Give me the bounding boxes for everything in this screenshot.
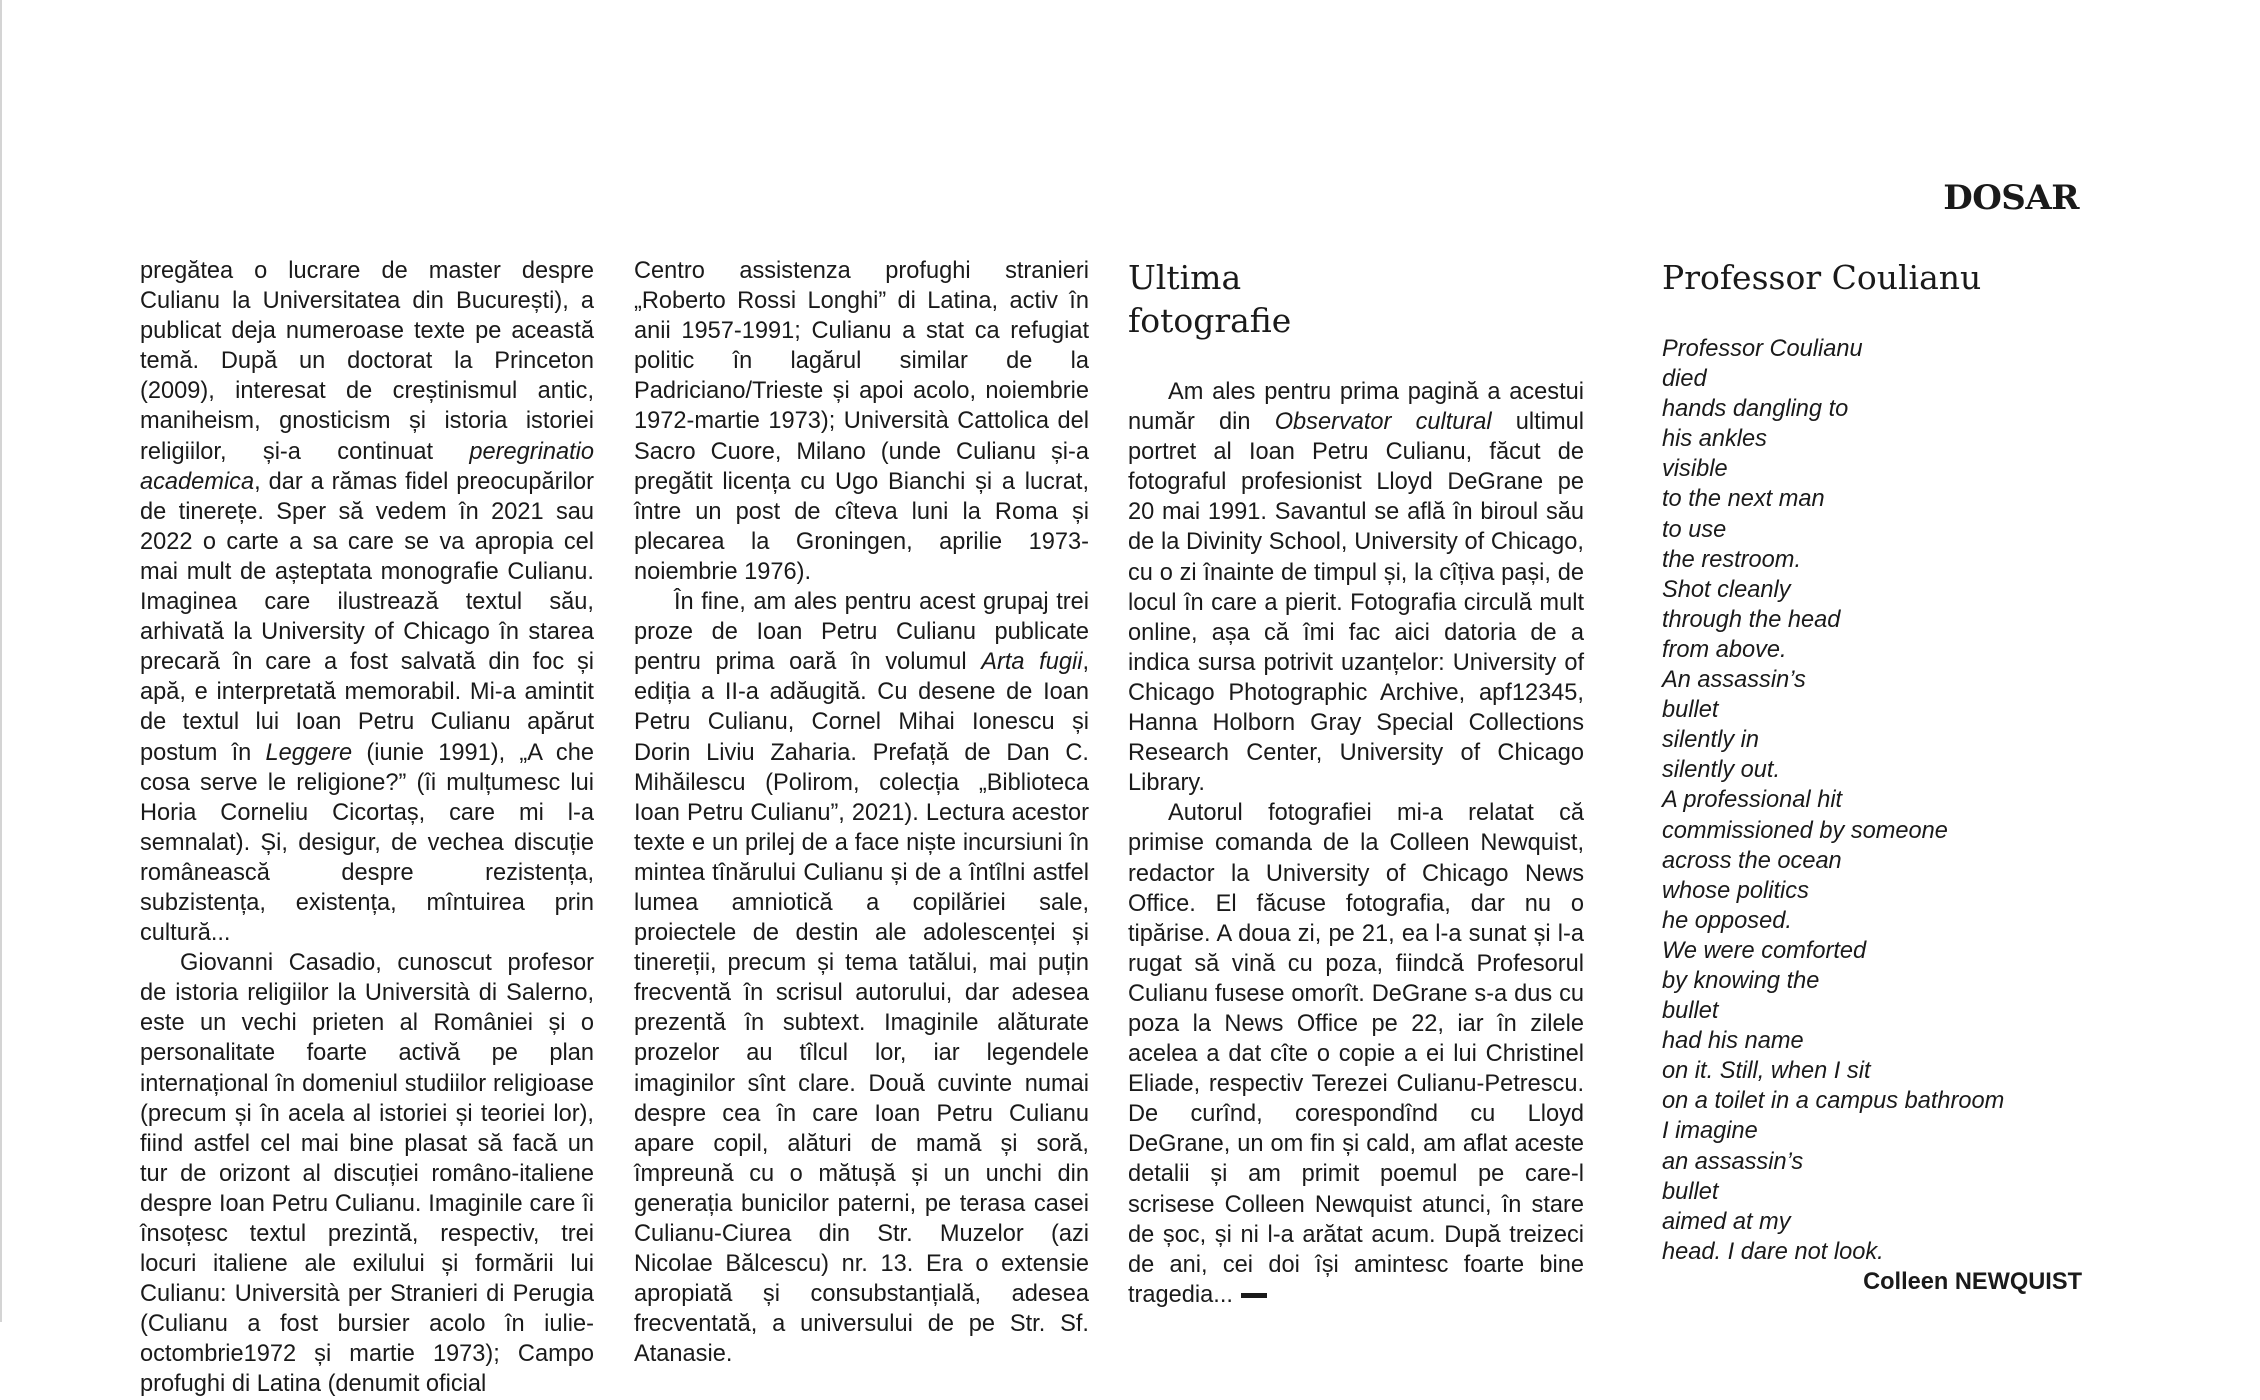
paragraph xyxy=(634,587,1089,1369)
paragraph xyxy=(1128,377,1584,798)
poem-line: silently in xyxy=(1662,727,1760,754)
poem-line: bullet xyxy=(1662,1178,1719,1205)
poem-line: on it. Still, when I sit xyxy=(1662,1058,1871,1085)
text-run: (iunie 1991), „A che cosa serve le religione?” (îi mulțumesc lui Horia Corneliu Cicortaș, care mi l-a semnalat). Și, desigur, de vechea discuție românească despre rezistența, subzistența, existența, mîntuirea prin cultură... xyxy=(140,739,594,947)
italic-title: Leggere xyxy=(265,739,353,766)
poem-line: A professional hit xyxy=(1662,787,1843,814)
poem-line: his ankles xyxy=(1662,426,1767,453)
poem-line: Shot cleanly xyxy=(1662,576,1791,603)
text-run: , dar a rămas fidel preocupărilor de tinerețe. Sper să vedem în 2021 sau 2022 o carte a sa care se va apropia cel mai mult de așteptata monografie Culianu. Imaginea care ilustrează textul său, arhivată la University of Chicago în starea precară în care a fost salvată din foc și apă, e interpretată memorabil. Mi-a amintit de textul lui Ioan Petru Culianu apărut postum în xyxy=(140,468,594,766)
poem-line: by knowing the xyxy=(1662,967,1820,994)
poem-line: died xyxy=(1662,366,1707,393)
text-run: pregătea o lucrare de master despre Culianu la Universitatea din București), a publicat deja numeroase texte pe această temă. După un doctorat la Princeton (2009), interesat de creștinismul antic, maniheism, gnosticism și istoria istoriei religiilor, și-a continuat xyxy=(140,258,594,465)
poem-byline: Colleen NEWQUIST xyxy=(1863,1268,2082,1295)
paragraph xyxy=(140,256,594,948)
poem-line: had his name xyxy=(1662,1028,1804,1055)
poem-line: silently out. xyxy=(1662,757,1781,784)
text-run: În fine, am ales pentru acest grupaj trei proze de Ioan Petru Culianu publicate pentru prima oară în volumul xyxy=(634,589,1089,676)
poem-line: he opposed. xyxy=(1662,907,1792,934)
poem-title: Professor Coulianu xyxy=(1662,258,1982,297)
poem-line: whose politics xyxy=(1662,877,1809,904)
poem-line: aimed at my xyxy=(1662,1208,1791,1235)
italic-title: Arta fugii xyxy=(981,649,1083,676)
poem-line: an assassin’s xyxy=(1662,1148,1804,1175)
poem-line: to use xyxy=(1662,516,1727,543)
text-run: Am ales pentru prima pagină a acestui număr din xyxy=(1128,379,1584,436)
article-heading xyxy=(1128,256,1584,342)
poem-line: commissioned by someone xyxy=(1662,817,1948,844)
section-label: DOSAR xyxy=(1943,178,2079,218)
italic-term: peregrinatio academica xyxy=(140,438,594,495)
paragraph xyxy=(1128,798,1584,1310)
text-run: Autorul fotografiei mi-a relatat că primise comanda de la Colleen Newquist, redactor la University of Chicago News Office. El făcuse fotografia, dar nu o tipărise. A doua zi, pe 21, ea l-a sunat și l-a rugat să vină cu poza, fiindcă Profesorul Culianu fusese omorît. DeGrane s-a dus cu poza la News Office pe 22, iar în zilele acelea a dat cîte o copie a ei lui Christinel Eliade, respectiv Terezei Culianu-Petrescu. De curînd, corespondînd cu Lloyd DeGrane, un om fin și cald, am aflat aceste detalii și am primit poemul pe care-l scrisese Colleen Newquist atunci, în stare de șoc, și ni l-a arătat acum. După treizeci de ani, cei doi își amintesc foarte bine tragedia... xyxy=(1128,800,1584,1308)
article-column-2 xyxy=(634,256,1089,1369)
text-run: , ediția a II-a adăugită. Cu desene de Ioan Petru Culianu, Cornel Mihai Ionescu și Dorin Liviu Zaharia. Prefață de Dan C. Mihăilescu (Polirom, colecția „Biblioteca Ioan Petru Culianu”, 2021). Lectura acestor texte e un prilej de a face niște incursiuni în mintea tînărului Culianu și de a întîlni astfel lumea amniotică a copilăriei sale, proiectele de destin ale adolescenței și tinereții, precum și tema tatălui, mai puțin frecventă în scrisul autorului, dar adesea prezentă în subtext. Imaginile alăturate prozelor au tîlcul lor, iar legendele imaginilor sînt clare. Două cuvinte numai despre cea în care Ioan Petru Culianu apare copil, alături de mamă și soră, împreună cu o mătușă și un unchi din generația bunicilor paterni, pe terasa casei Culianu-Ciurea din Str. Muzelor (azi Nicolae Bălcescu) nr. 13. Era o extensie apropiată și consubstanțială, adesea frecventată, a universului de pe Str. Sf. Atanasie. xyxy=(634,649,1089,1368)
poem-line: Professor Coulianu xyxy=(1662,336,1863,362)
heading-line: Ultima xyxy=(1128,258,1242,297)
article-column-1 xyxy=(140,256,594,1400)
paragraph: Giovanni Casadio, cunoscut profesor de istoria religiilor la Università di Salerno, este un vechi prieten al României și o personalitate foarte activă pe plan internațional în domeniul studiilor religioase (precum și în acela al istoriei și teoriei lor), fiind astfel cel mai bine plasat să facă un tur de orizont al discuției româno-italiene despre Ioan Petru Culianu. Imaginile care îi însoțesc textul prezintă, respectiv, trei locuri italiene ale exilului și formării lui Culianu: Università per Stranieri di Perugia (Culianu a fost bursier acolo în iulie-octombrie1972 și martie 1973); Campo profughi di Latina (denumit oficial xyxy=(140,950,594,1398)
poem-line: to the next man xyxy=(1662,486,1825,513)
poem-line: bullet xyxy=(1662,998,1719,1025)
poem-line: An assassin’s xyxy=(1662,667,1806,694)
heading-line: fotografie xyxy=(1128,301,1292,340)
poem-line: head. I dare not look. xyxy=(1662,1238,1884,1265)
poem-line: across the ocean xyxy=(1662,847,1842,874)
poem-line: the restroom. xyxy=(1662,546,1801,573)
page-edge-rule xyxy=(0,0,2,1322)
poem-line: I imagine xyxy=(1662,1118,1758,1145)
poem-line: We were comforted xyxy=(1662,937,1867,964)
poem-column xyxy=(1662,256,2082,1297)
poem-line: visible xyxy=(1662,456,1728,483)
paragraph: Centro assistenza profughi stranieri „Roberto Rossi Longhi” di Latina, activ în anii 1957-1991; Culianu a stat ca refugiat politic în lagărul similar de la Padriciano/Trieste și apoi acolo, noiembrie 1972-martie 1973); Università Cattolica del Sacro Cuore, Milano (unde Culianu și-a pregătit licența cu Ugo Bianchi și a lucrat, între un post de cîteva luni la Roma și plecarea la Groningen, aprilie 1973-noiembrie 1976). xyxy=(634,258,1089,585)
poem-line: bullet xyxy=(1662,697,1719,724)
text-run: ultimul portret al Ioan Petru Culianu, făcut de fotograful profesionist Lloyd DeGrane pe 20 mai 1991. Savantul se află în biroul său de la Divinity School, University of Chicago, cu o zi înainte de timpul și, la cîțiva pași, de locul în care a pierit. Fotografia circulă mult online, așa că îmi fac aici datoria de a indica sursa potrivit uzanțelor: University of Chicago Photographic Archive, apf12345, Hanna Holborn Gray Special Collections Research Center, University of Chicago Library. xyxy=(1128,409,1584,797)
poem-line: from above. xyxy=(1662,636,1787,663)
poem-line: on a toilet in a campus bathroom xyxy=(1662,1088,2005,1115)
poem xyxy=(1662,334,2082,1267)
article-column-3 xyxy=(1128,256,1584,1310)
poem-line: through the head xyxy=(1662,606,1841,633)
end-of-article-mark xyxy=(1241,1293,1267,1298)
italic-title: Observator cultural xyxy=(1274,409,1492,436)
poem-line: hands dangling to xyxy=(1662,396,1849,423)
